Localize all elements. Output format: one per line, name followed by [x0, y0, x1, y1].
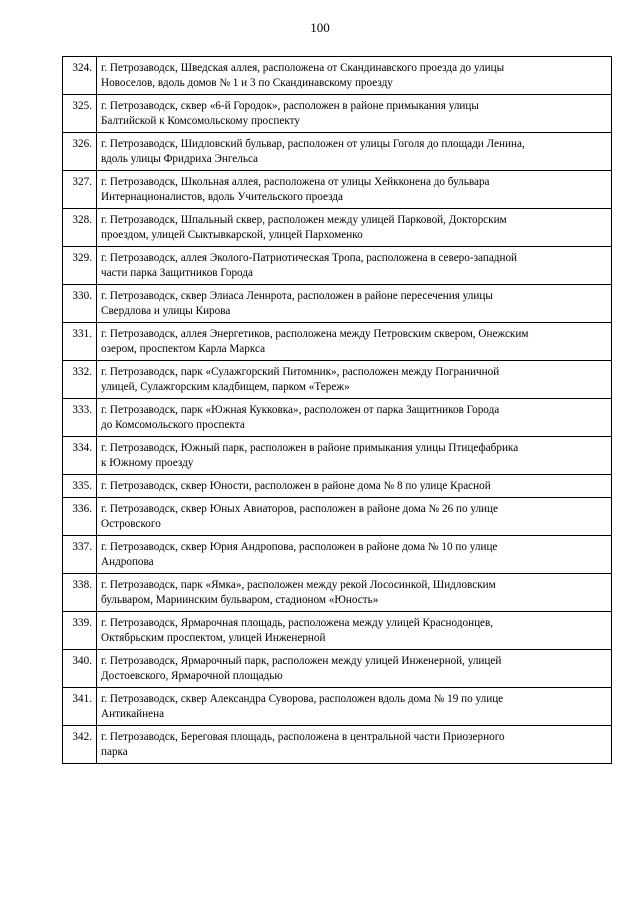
row-description: [97, 498, 612, 536]
row-number: 325.: [63, 95, 97, 133]
row-description: [97, 133, 612, 171]
row-description: [97, 171, 612, 209]
table-row: [63, 726, 612, 764]
row-description: [97, 361, 612, 399]
row-number: 329.: [63, 247, 97, 285]
table-row: [63, 612, 612, 650]
table-row: [63, 399, 612, 437]
row-description: [97, 247, 612, 285]
row-description: [97, 57, 612, 95]
table-row: [63, 437, 612, 475]
row-description: [97, 688, 612, 726]
row-number: 339.: [63, 612, 97, 650]
description-line: г. Петрозаводск, сквер Юности, расположен в районе дома № 8 по улице Красной: [101, 480, 491, 492]
row-description: [97, 399, 612, 437]
row-description: [97, 323, 612, 361]
row-number: 331.: [63, 323, 97, 361]
row-number: 328.: [63, 209, 97, 247]
row-number: 341.: [63, 688, 97, 726]
row-number: 333.: [63, 399, 97, 437]
row-description: [97, 95, 612, 133]
row-number: 324.: [63, 57, 97, 95]
row-number: 326.: [63, 133, 97, 171]
description-line: Свердлова и улицы Кирова: [101, 305, 231, 317]
description-line: проездом, улицей Сыктывкарской, улицей Пархоменко: [101, 229, 363, 241]
description-line: г. Петрозаводск, аллея Эколого-Патриотическая Тропа, расположена в северо-западной: [101, 252, 518, 264]
description-line: г. Петрозаводск, Шпальный сквер, расположен между улицей Парковой, Докторским: [101, 214, 507, 226]
description-line: Интернационалистов, вдоль Учительского проезда: [101, 191, 343, 203]
row-description: [97, 209, 612, 247]
description-line: озером, проспектом Карла Маркса: [101, 343, 266, 355]
table-row: [63, 323, 612, 361]
row-number: 332.: [63, 361, 97, 399]
description-line: улицей, Сулажгорским кладбищем, парком «Тереж»: [101, 381, 350, 393]
description-line: вдоль улицы Фридриха Энгельса: [101, 153, 259, 165]
row-description: [97, 726, 612, 764]
table-row: [63, 171, 612, 209]
table-row: [63, 209, 612, 247]
row-number: 334.: [63, 437, 97, 475]
description-line: парка: [101, 746, 128, 758]
row-number: 337.: [63, 536, 97, 574]
description-line: Октябрьским проспектом, улицей Инженерной: [101, 632, 326, 644]
row-number: 335.: [63, 475, 97, 498]
row-number: 330.: [63, 285, 97, 323]
description-line: г. Петрозаводск, парк «Южная Кукковка», расположен от парка Защитников Города: [101, 404, 500, 416]
description-line: к Южному проезду: [101, 457, 194, 469]
row-description: [97, 437, 612, 475]
registry-table: [62, 56, 612, 764]
row-description: [97, 650, 612, 688]
row-description: [97, 536, 612, 574]
description-line: г. Петрозаводск, сквер Элиаса Леннрота, расположен в районе пересечения улицы: [101, 290, 493, 302]
table-row: [63, 95, 612, 133]
description-line: Балтийской к Комсомольскому проспекту: [101, 115, 300, 127]
table-row: [63, 574, 612, 612]
row-description: [97, 475, 612, 498]
row-number: 340.: [63, 650, 97, 688]
description-line: г. Петрозаводск, Ярмарочная площадь, расположена между улицей Краснодонцев,: [101, 617, 494, 629]
description-line: г. Петрозаводск, Южный парк, расположен в районе примыкания улицы Птицефабрика: [101, 442, 519, 454]
description-line: г. Петрозаводск, аллея Энергетиков, расположена между Петровским сквером, Онежским: [101, 328, 529, 340]
description-line: Андропова: [101, 556, 154, 568]
table-row: [63, 475, 612, 498]
table-row: [63, 536, 612, 574]
description-line: г. Петрозаводск, Ярмарочный парк, расположен между улицей Инженерной, улицей: [101, 655, 502, 667]
description-line: г. Петрозаводск, сквер «6-й Городок», расположен в районе примыкания улицы: [101, 100, 479, 112]
table-row: [63, 133, 612, 171]
table-row: [63, 650, 612, 688]
description-line: г. Петрозаводск, Шведская аллея, расположена от Скандинавского проезда до улицы: [101, 62, 505, 74]
description-line: г. Петрозаводск, сквер Александра Суворова, расположен вдоль дома № 19 по улице: [101, 693, 504, 705]
row-description: [97, 612, 612, 650]
table-row: [63, 688, 612, 726]
table-row: [63, 361, 612, 399]
row-number: 336.: [63, 498, 97, 536]
description-line: бульваром, Мариинским бульваром, стадионом «Юность»: [101, 594, 379, 606]
description-line: г. Петрозаводск, парк «Ямка», расположен между рекой Лососинкой, Шидловским: [101, 579, 496, 591]
description-line: Достоевского, Ярмарочной площадью: [101, 670, 283, 682]
description-line: г. Петрозаводск, Береговая площадь, расположена в центральной части Приозерного: [101, 731, 505, 743]
description-line: до Комсомольского проспекта: [101, 419, 245, 431]
description-line: г. Петрозаводск, сквер Юных Авиаторов, расположен в районе дома № 26 по улице: [101, 503, 498, 515]
row-description: [97, 574, 612, 612]
row-number: 327.: [63, 171, 97, 209]
page-number: 100: [310, 20, 330, 35]
row-description: [97, 285, 612, 323]
table-row: [63, 57, 612, 95]
description-line: Новоселов, вдоль домов № 1 и 3 по Скандинавскому проезду: [101, 77, 393, 89]
description-line: г. Петрозаводск, Шидловский бульвар, расположен от улицы Гоголя до площади Ленина,: [101, 138, 525, 150]
description-line: г. Петрозаводск, Школьная аллея, расположена от улицы Хейкконена до бульвара: [101, 176, 490, 188]
table-row: [63, 247, 612, 285]
row-number: 338.: [63, 574, 97, 612]
table-row: [63, 285, 612, 323]
description-line: г. Петрозаводск, сквер Юрия Андропова, расположен в районе дома № 10 по улице: [101, 541, 498, 553]
description-line: г. Петрозаводск, парк «Сулажгорский Питомник», расположен между Пограничной: [101, 366, 500, 378]
description-line: части парка Защитников Города: [101, 267, 253, 279]
description-line: Островского: [101, 518, 161, 530]
table-row: [63, 498, 612, 536]
description-line: Антикайнена: [101, 708, 165, 720]
row-number: 342.: [63, 726, 97, 764]
registry-table-body: [63, 57, 612, 764]
